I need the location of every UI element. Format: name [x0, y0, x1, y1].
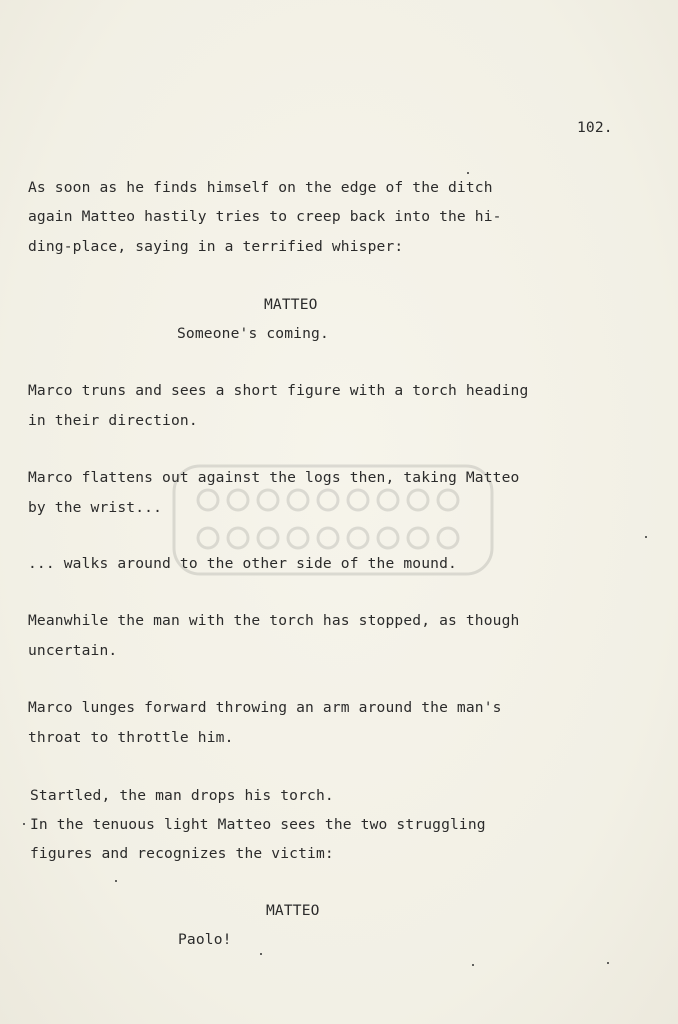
- dust-speck: [23, 823, 25, 825]
- dust-speck: [467, 172, 469, 174]
- action-line: Startled, the man drops his torch.: [30, 787, 334, 804]
- action-line: Marco truns and sees a short figure with a torch heading: [28, 382, 529, 399]
- watermark: [168, 460, 498, 580]
- dust-speck: [115, 880, 117, 882]
- action-line: again Matteo hastily tries to creep back into the hi-: [28, 208, 502, 225]
- action-line: by the wrist...: [28, 499, 163, 516]
- action-line: ding-place, saying in a terrified whisper:: [28, 238, 404, 255]
- dust-speck: [472, 964, 474, 966]
- character-name: MATTEO: [264, 296, 318, 313]
- action-line: In the tenuous light Matteo sees the two struggling: [30, 816, 486, 833]
- character-name: MATTEO: [266, 902, 320, 919]
- action-line: ... walks around to the other side of the mound.: [28, 555, 457, 572]
- action-line: As soon as he finds himself on the edge of the ditch: [28, 179, 493, 196]
- action-line: Meanwhile the man with the torch has stopped, as though: [28, 612, 520, 629]
- action-line: uncertain.: [28, 642, 118, 659]
- action-line: figures and recognizes the victim:: [30, 845, 334, 862]
- action-line: throat to throttle him.: [28, 729, 234, 746]
- action-line: in their direction.: [28, 412, 198, 429]
- dialogue-line: Paolo!: [178, 931, 232, 948]
- dust-speck: [607, 962, 609, 964]
- dust-speck: [260, 953, 262, 955]
- page-number: 102.: [577, 119, 613, 136]
- action-line: Marco lunges forward throwing an arm around the man's: [28, 699, 502, 716]
- dust-speck: [645, 536, 647, 538]
- action-line: Marco flattens out against the logs then, taking Matteo: [28, 469, 520, 486]
- dialogue-line: Someone's coming.: [177, 325, 329, 342]
